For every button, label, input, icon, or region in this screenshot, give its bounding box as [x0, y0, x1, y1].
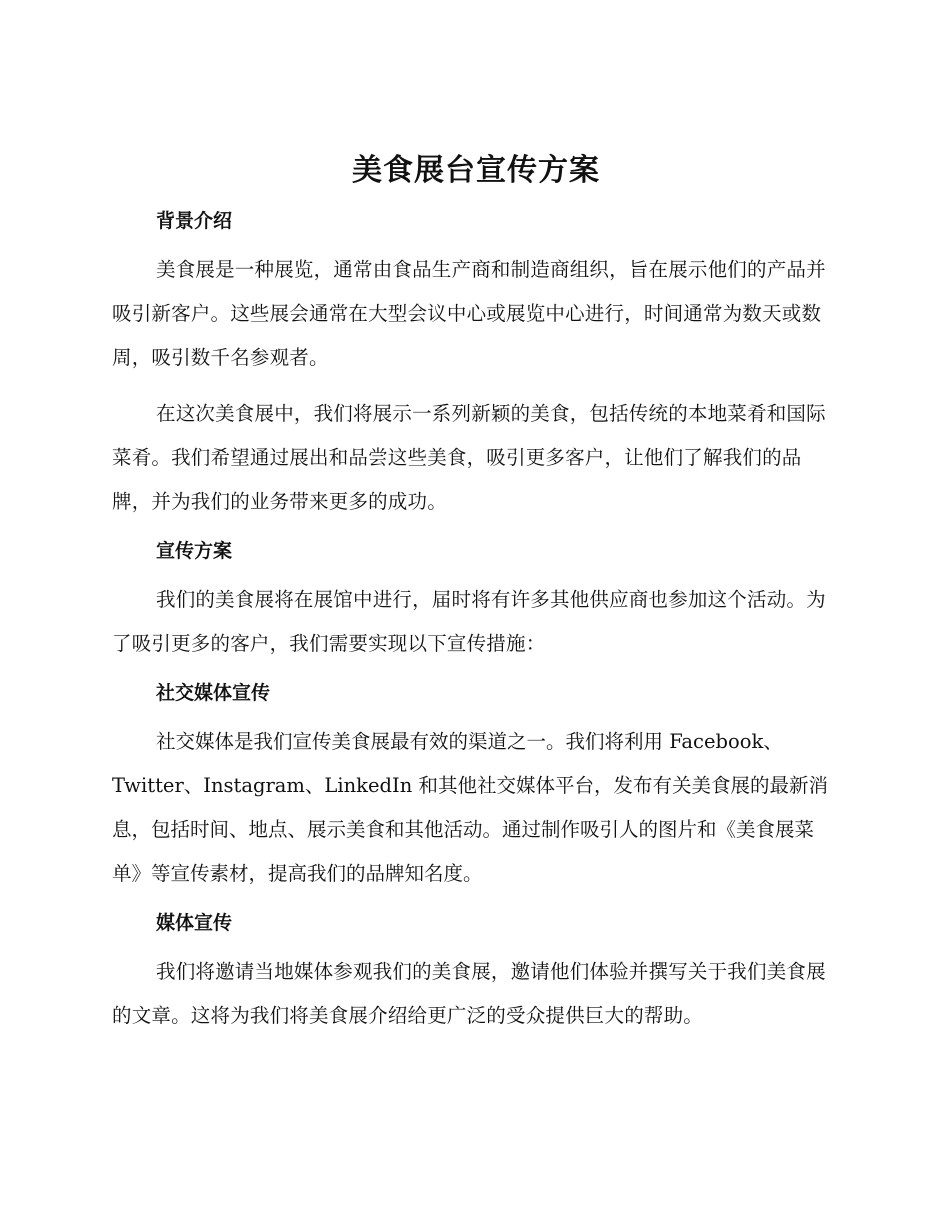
page-title: 美食展台宣传方案 [352, 153, 600, 188]
paragraph-background-1: 美食展是一种展览，通常由食品生产商和制造商组织，旨在展示他们的产品并吸引新客户。这些展会通常在大型会议中心或展览中心进行，时间通常为数天或数周，吸引数千名参观者。 [112, 258, 826, 369]
section-heading-background: 背景介绍 [156, 210, 233, 232]
section-heading-promotion-plan: 宣传方案 [156, 540, 233, 562]
section-heading-social-media: 社交媒体宣传 [156, 682, 271, 704]
paragraph-social-media: 社交媒体是我们宣传美食展最有效的渠道之一。我们将利用 Facebook、Twitter、Instagram、LinkedIn 和其他社交媒体平台，发布有关美食展的最新消息，包括时间、地点、展示美食和其他活动。通过制作吸引人的图片和《美食展菜单》等宣传素材，提高我们的品牌知名度。 [112, 730, 828, 885]
paragraph-promotion-plan: 我们的美食展将在展馆中进行，届时将有许多其他供应商也参加这个活动。为了吸引更多的客户，我们需要实现以下宣传措施： [112, 588, 826, 655]
section-heading-media: 媒体宣传 [156, 912, 233, 934]
paragraph-media: 我们将邀请当地媒体参观我们的美食展，邀请他们体验并撰写关于我们美食展的文章。这将为我们将美食展介绍给更广泛的受众提供巨大的帮助。 [112, 960, 826, 1027]
paragraph-background-2: 在这次美食展中，我们将展示一系列新颖的美食，包括传统的本地菜肴和国际菜肴。我们希望通过展出和品尝这些美食，吸引更多客户，让他们了解我们的品牌，并为我们的业务带来更多的成功。 [112, 402, 826, 513]
document-body [112, 148, 840, 1050]
